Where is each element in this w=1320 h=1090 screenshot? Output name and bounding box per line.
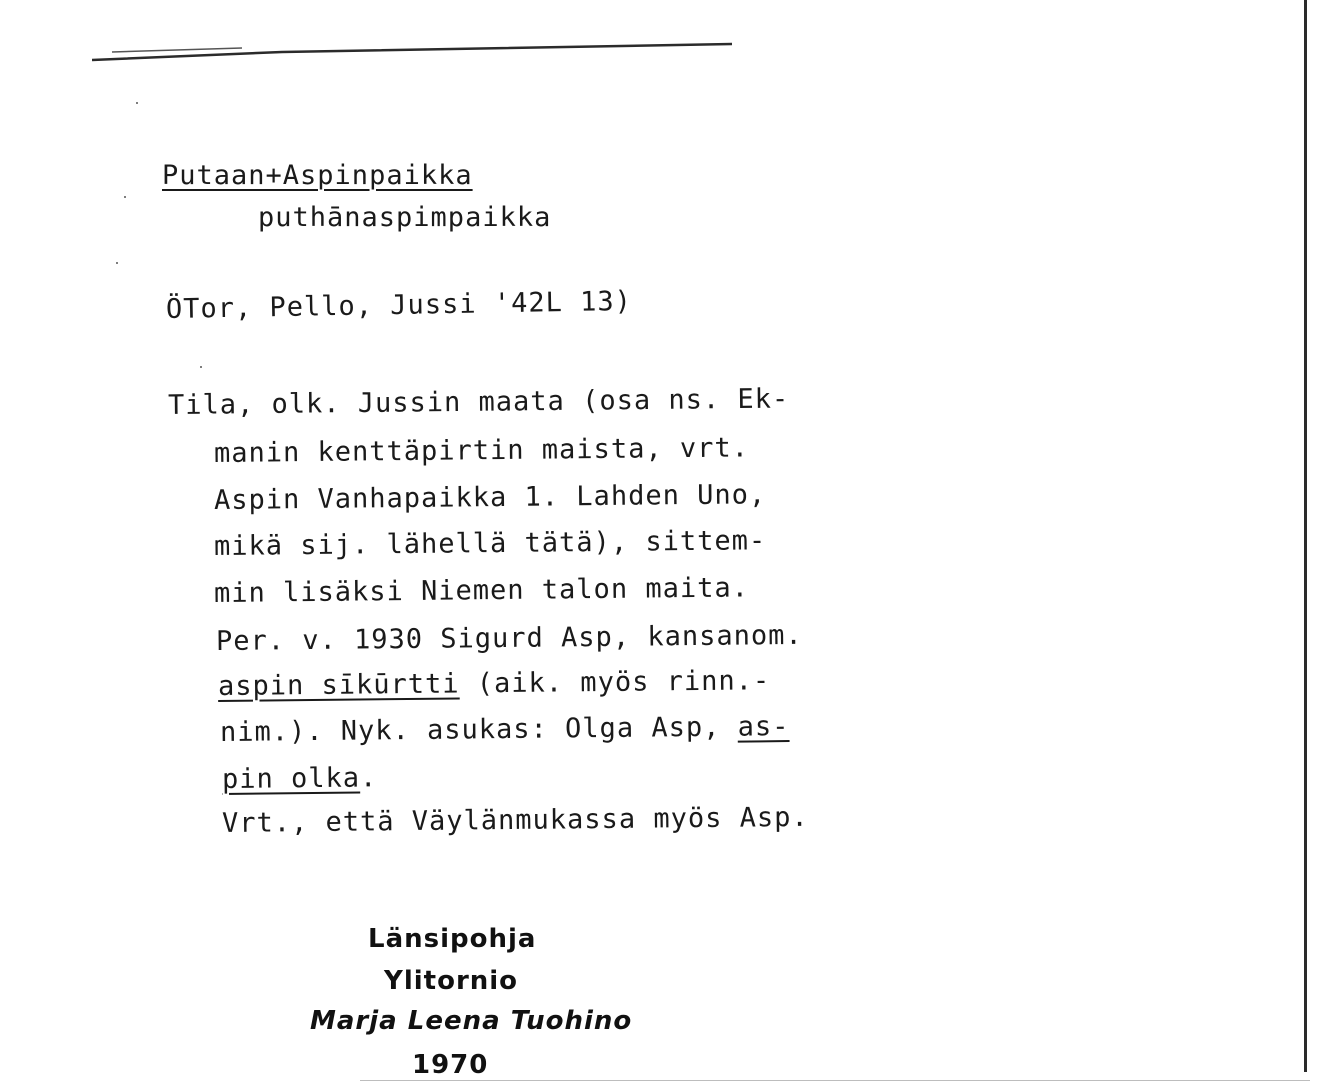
line-segment: (aik. myös rinn.-	[459, 665, 771, 700]
line-segment: Aspin Vanhapaikka 1. Lahden Uno,	[213, 479, 767, 516]
line-segment: mikä sij. lähellä tätä), sittem-	[213, 525, 767, 562]
paper-speck	[124, 196, 126, 198]
card-right-edge	[1304, 0, 1307, 1072]
source-reference: ÖTor, Pello, Jussi '42L 13)	[165, 285, 633, 325]
body-line	[168, 385, 789, 419]
underlined-term: as-	[737, 711, 790, 743]
paper-speck	[116, 262, 118, 264]
body-line	[214, 527, 766, 560]
stamp-parish: Ylitornio	[384, 966, 519, 996]
stamp-region: Länsipohja	[368, 924, 537, 954]
body-line	[220, 713, 790, 746]
underlined-term: pin olka	[221, 762, 361, 795]
paper-speck	[200, 366, 202, 368]
card-title: Putaan+Aspinpaikka	[162, 160, 473, 191]
line-segment: manin kenttäpirtin maista, vrt.	[213, 432, 750, 469]
body-line	[215, 619, 803, 657]
body-line	[214, 481, 766, 514]
line-segment: nim.). Nyk. asukas: Olga Asp,	[219, 711, 738, 748]
pronunciation: puthānaspimpaikka	[258, 202, 552, 233]
stamp-year: 1970	[412, 1050, 489, 1080]
card-bottom-edge	[360, 1080, 1310, 1081]
body-line	[221, 801, 809, 839]
line-segment: min lisäksi Niemen talon maita.	[213, 572, 750, 609]
line-segment: Vrt., että Väylänmukassa myös Asp.	[221, 801, 809, 839]
body-line	[222, 764, 378, 793]
stamp-collector: Marja Leena Tuohino	[310, 1006, 633, 1036]
body-line	[218, 667, 770, 700]
underlined-term: aspin sīkūrtti	[217, 668, 460, 702]
line-segment: Per. v. 1930 Sigurd Asp, kansanom.	[215, 619, 803, 657]
paper-speck	[136, 102, 138, 104]
top-ruled-line	[92, 40, 732, 62]
body-line	[214, 574, 749, 607]
line-segment: Tila, olk. Jussin maata (osa ns. Ek-	[167, 383, 790, 421]
line-segment: .	[359, 762, 378, 794]
body-line	[214, 434, 749, 467]
